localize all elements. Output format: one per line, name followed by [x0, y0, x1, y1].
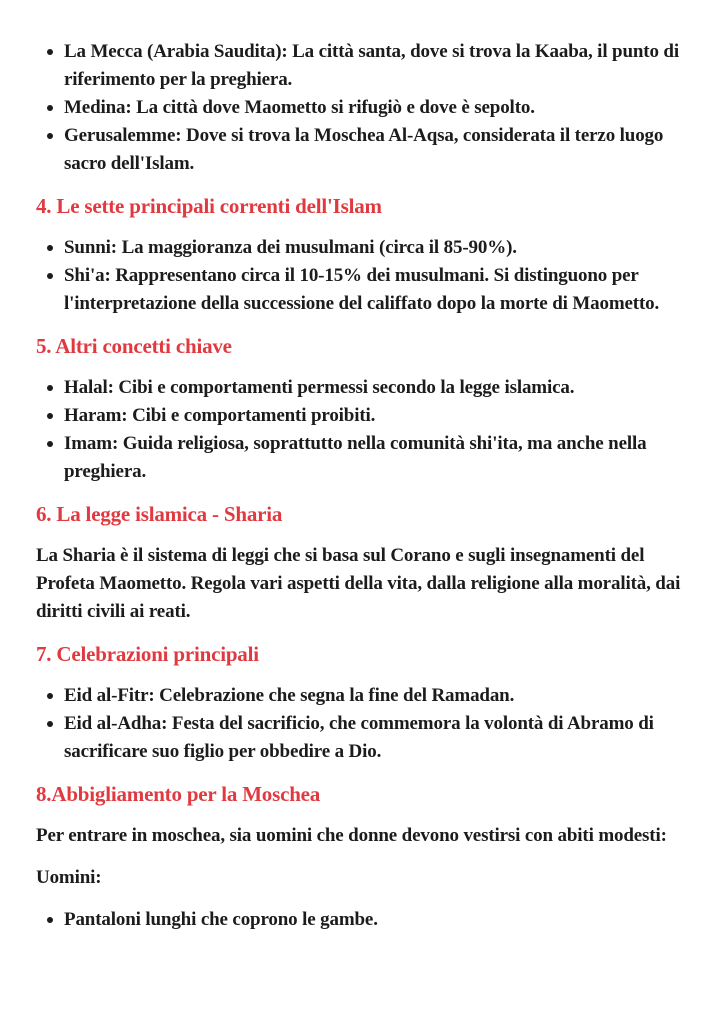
- section-heading-8: 8.Abbigliamento per la Moschea: [36, 782, 321, 806]
- list-item: Eid al-Adha: Festa del sacrificio, che commemora la volontà di Abramo di sacrificare suo figlio per obbedire a Dio.: [64, 710, 694, 766]
- celebrations-list: [36, 682, 694, 766]
- list-item: La Mecca (Arabia Saudita): La città santa, dove si trova la Kaaba, il punto di riferimento per la preghiera.: [64, 38, 694, 94]
- section-heading-6: 6. La legge islamica - Sharia: [36, 502, 283, 526]
- section-heading-4: 4. Le sette principali correnti dell'Islam: [36, 194, 382, 218]
- section-mosque-dress: [36, 780, 694, 934]
- section-heading-7: 7. Celebrazioni principali: [36, 642, 259, 666]
- section-sharia: [36, 500, 694, 626]
- list-item: Sunni: La maggioranza dei musulmani (circa il 85-90%).: [64, 234, 694, 262]
- key-concepts-list: [36, 374, 694, 486]
- holy-cities-list: [36, 38, 694, 178]
- list-item: Haram: Cibi e comportamenti proibiti.: [64, 402, 694, 430]
- list-item: Imam: Guida religiosa, soprattutto nella comunità shi'ita, ma anche nella preghiera.: [64, 430, 694, 486]
- section-celebrations: [36, 640, 694, 766]
- list-item: Eid al-Fitr: Celebrazione che segna la fine del Ramadan.: [64, 682, 694, 710]
- list-item: Halal: Cibi e comportamenti permessi secondo la legge islamica.: [64, 374, 694, 402]
- section-key-concepts: [36, 332, 694, 486]
- section-heading-5: 5. Altri concetti chiave: [36, 334, 232, 358]
- section-currents: [36, 192, 694, 318]
- list-item: Medina: La città dove Maometto si rifugiò e dove è sepolto.: [64, 94, 694, 122]
- list-item: Shi'a: Rappresentano circa il 10-15% dei musulmani. Si distinguono per l'interpretazione della successione del califfato dopo la morte di Maometto.: [64, 262, 694, 318]
- list-item: Pantaloni lunghi che coprono le gambe.: [64, 906, 694, 934]
- men-subheading: Uomini:: [36, 867, 102, 888]
- list-item: Gerusalemme: Dove si trova la Moschea Al-Aqsa, considerata il terzo luogo sacro dell'Islam.: [64, 122, 694, 178]
- dress-intro-paragraph: Per entrare in moschea, sia uomini che donne devono vestirsi con abiti modesti:: [36, 825, 667, 846]
- men-dress-list: [36, 906, 694, 934]
- currents-list: [36, 234, 694, 318]
- sharia-paragraph: La Sharia è il sistema di leggi che si basa sul Corano e sugli insegnamenti del Profeta Maometto. Regola vari aspetti della vita, dalla religione alla moralità, dai diritti civili ai reati.: [36, 545, 681, 622]
